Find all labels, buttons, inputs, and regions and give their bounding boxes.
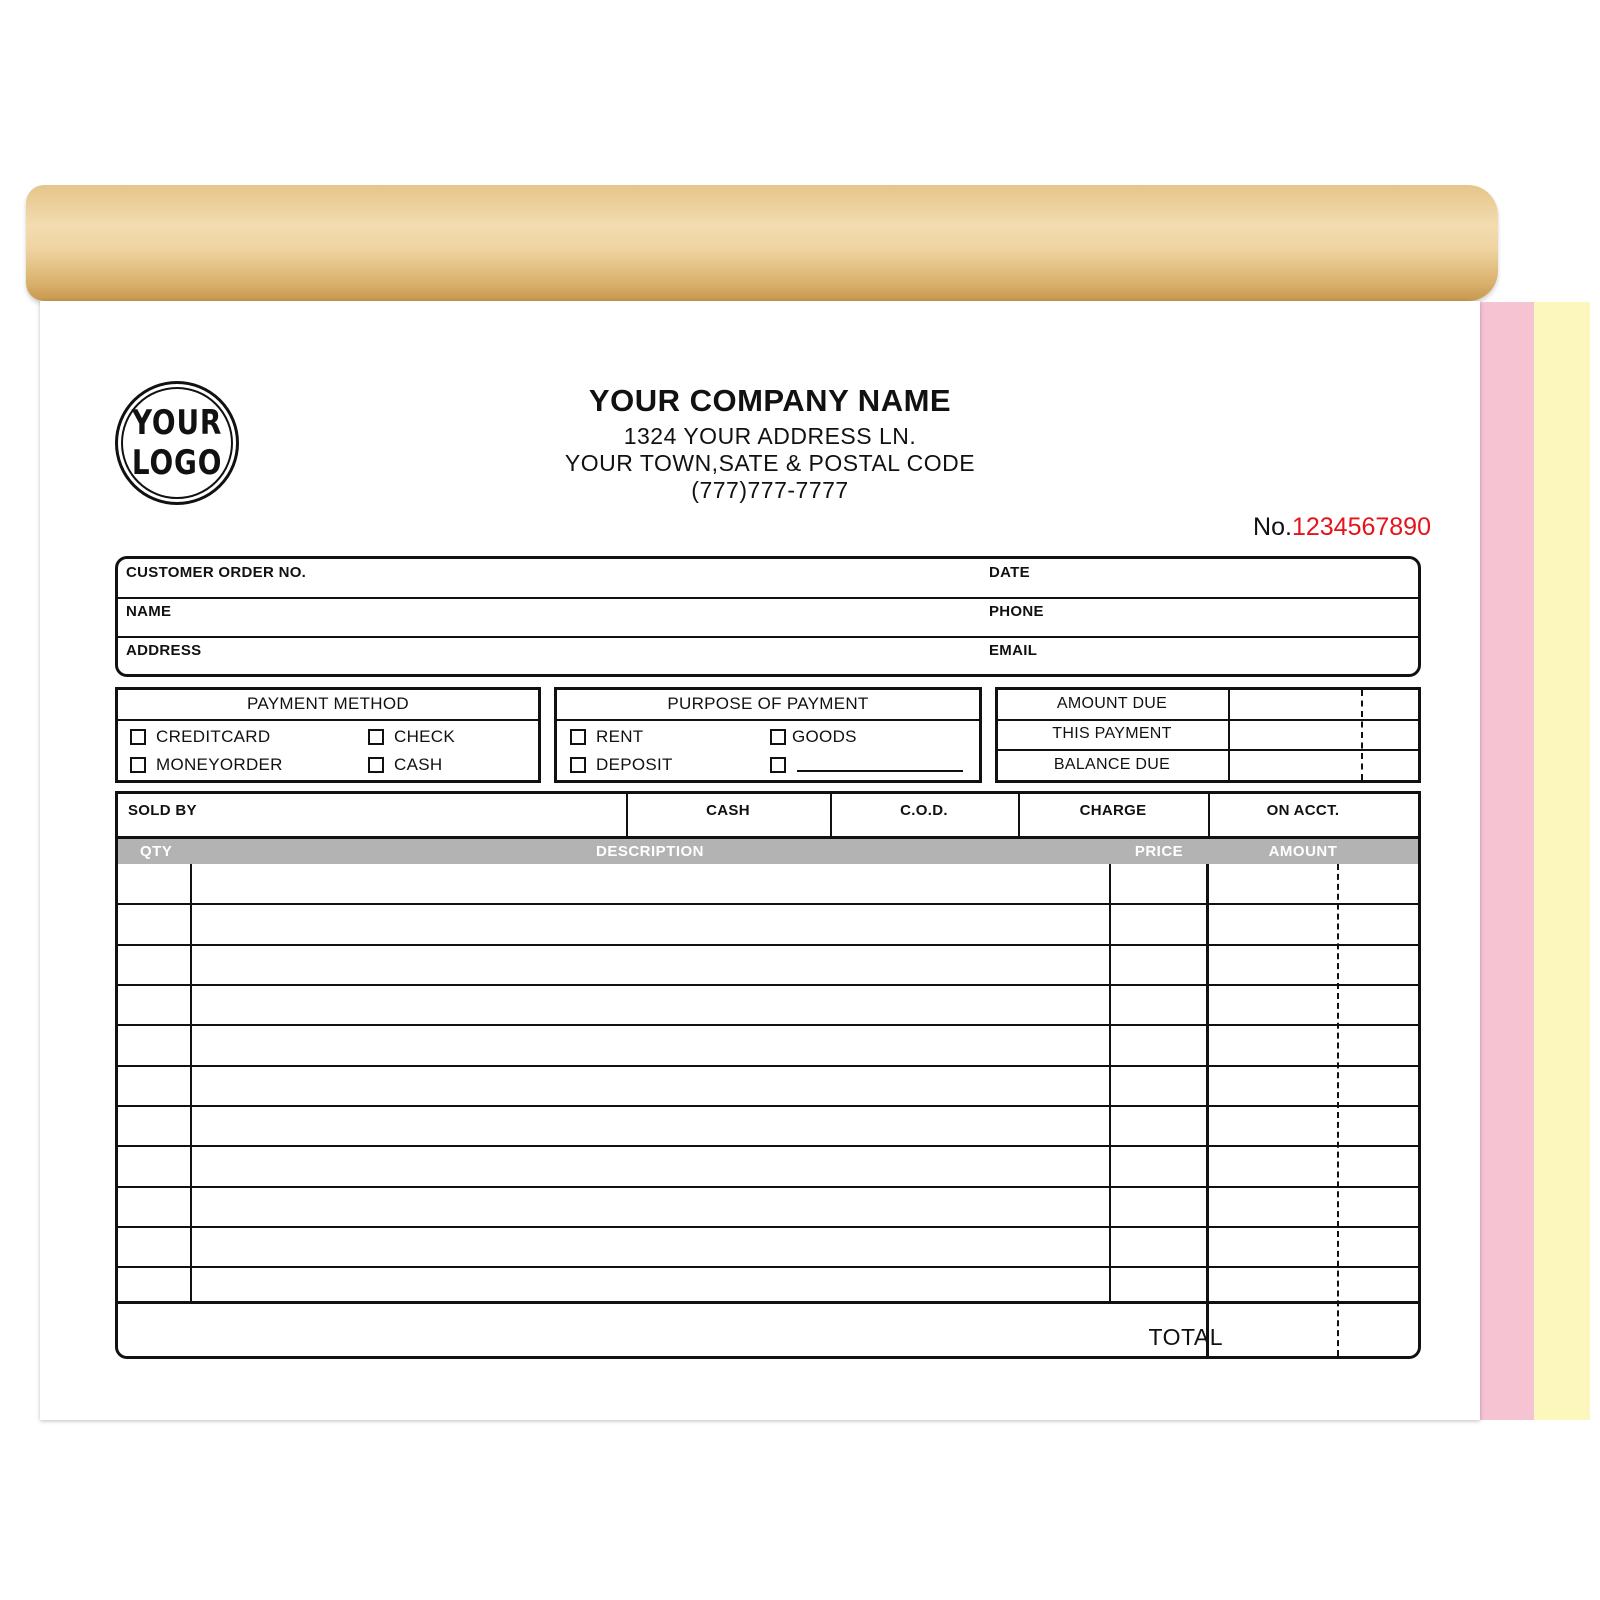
sold-on-acct-field[interactable]: ON ACCT.	[1266, 802, 1340, 819]
table-row-line	[118, 1145, 1418, 1147]
document-number	[1253, 513, 1431, 542]
customer-info-box	[115, 556, 1421, 677]
price-column-divider	[1109, 864, 1111, 1302]
panel-divider	[557, 719, 979, 721]
table-row-line	[118, 1105, 1418, 1107]
table-row-line	[118, 944, 1418, 946]
address-field[interactable]: ADDRESS	[126, 642, 202, 659]
total-label: TOTAL	[1148, 1324, 1223, 1350]
creditcard-checkbox[interactable]	[130, 729, 146, 745]
address-line-2: YOUR TOWN,SATE & POSTAL CODE	[564, 450, 976, 476]
check-label: CHECK	[394, 727, 456, 746]
qty-header: QTY	[140, 843, 173, 860]
document-number-value: 1234567890	[1291, 513, 1431, 541]
total-amount-input[interactable]	[1210, 1304, 1418, 1354]
customer-row-divider	[118, 636, 1418, 638]
amount-due-input[interactable]	[1230, 690, 1420, 719]
sold-charge-field[interactable]: CHARGE	[1079, 802, 1147, 819]
table-row-line	[118, 1065, 1418, 1067]
company-phone: (777)777-7777	[691, 477, 849, 503]
name-field[interactable]: NAME	[126, 603, 172, 620]
description-header: DESCRIPTION	[595, 843, 704, 860]
amount-header: AMOUNT	[1268, 843, 1338, 860]
amount-column-divider	[1206, 864, 1209, 1356]
yellow-copy-sheet	[1534, 302, 1590, 1420]
rent-label: RENT	[596, 727, 644, 746]
customer-order-no-field[interactable]: CUSTOMER ORDER NO.	[126, 564, 307, 581]
address-line-1: 1324 YOUR ADDRESS LN.	[623, 423, 917, 449]
payment-method-panel	[115, 687, 541, 783]
table-row-line	[118, 1266, 1418, 1268]
rent-checkbox[interactable]	[570, 729, 586, 745]
deposit-label: DEPOSIT	[596, 755, 673, 774]
table-row-line	[118, 903, 1418, 905]
invoice-sheet	[40, 301, 1480, 1420]
table-row-line	[118, 1186, 1418, 1188]
table-row-line	[118, 1024, 1418, 1026]
moneyorder-checkbox[interactable]	[130, 757, 146, 773]
goods-checkbox[interactable]	[770, 729, 786, 745]
payment-method-title: PAYMENT METHOD	[247, 694, 409, 713]
company-name: YOUR COMPANY NAME	[588, 383, 952, 418]
customer-row-divider	[118, 597, 1418, 599]
logo-text-line1: YOUR	[131, 403, 223, 443]
sold-by-field[interactable]: SOLD BY	[128, 802, 197, 819]
check-checkbox[interactable]	[368, 729, 384, 745]
panel-divider	[118, 719, 538, 721]
email-field[interactable]: EMAIL	[989, 642, 1038, 659]
date-field[interactable]: DATE	[989, 564, 1030, 581]
other-fill-line[interactable]	[797, 770, 963, 772]
amount-due-label: AMOUNT DUE	[1056, 695, 1168, 712]
logo-text-line2: LOGO	[131, 443, 223, 483]
this-payment-label: THIS PAYMENT	[1052, 725, 1172, 742]
table-row-line	[118, 984, 1418, 986]
purpose-title: PURPOSE OF PAYMENT	[667, 694, 869, 713]
sold-row-bottom	[118, 836, 1418, 839]
document-number-prefix: No.	[1253, 513, 1292, 541]
this-payment-input[interactable]	[1230, 721, 1420, 749]
deposit-checkbox[interactable]	[570, 757, 586, 773]
sold-cash-field[interactable]: CASH	[706, 802, 750, 819]
amount-summary-panel	[995, 687, 1421, 783]
balance-due-label: BALANCE DUE	[1053, 756, 1171, 773]
qty-column-divider	[190, 864, 192, 1302]
cash-checkbox[interactable]	[368, 757, 384, 773]
other-checkbox[interactable]	[770, 757, 786, 773]
amount-cents-divider	[1337, 864, 1339, 1356]
price-header: PRICE	[1134, 843, 1184, 860]
balance-due-input[interactable]	[1230, 751, 1420, 780]
table-row-line	[118, 1226, 1418, 1228]
moneyorder-label: MONEYORDER	[156, 755, 283, 774]
binding-roll	[26, 185, 1498, 301]
phone-field[interactable]: PHONE	[989, 603, 1044, 620]
line-items-table	[115, 791, 1421, 1359]
cash-label: CASH	[394, 755, 443, 774]
goods-label: GOODS	[792, 727, 857, 746]
creditcard-label: CREDITCARD	[156, 727, 271, 746]
sold-cod-field[interactable]: C.O.D.	[900, 802, 948, 819]
purpose-of-payment-panel	[554, 687, 982, 783]
